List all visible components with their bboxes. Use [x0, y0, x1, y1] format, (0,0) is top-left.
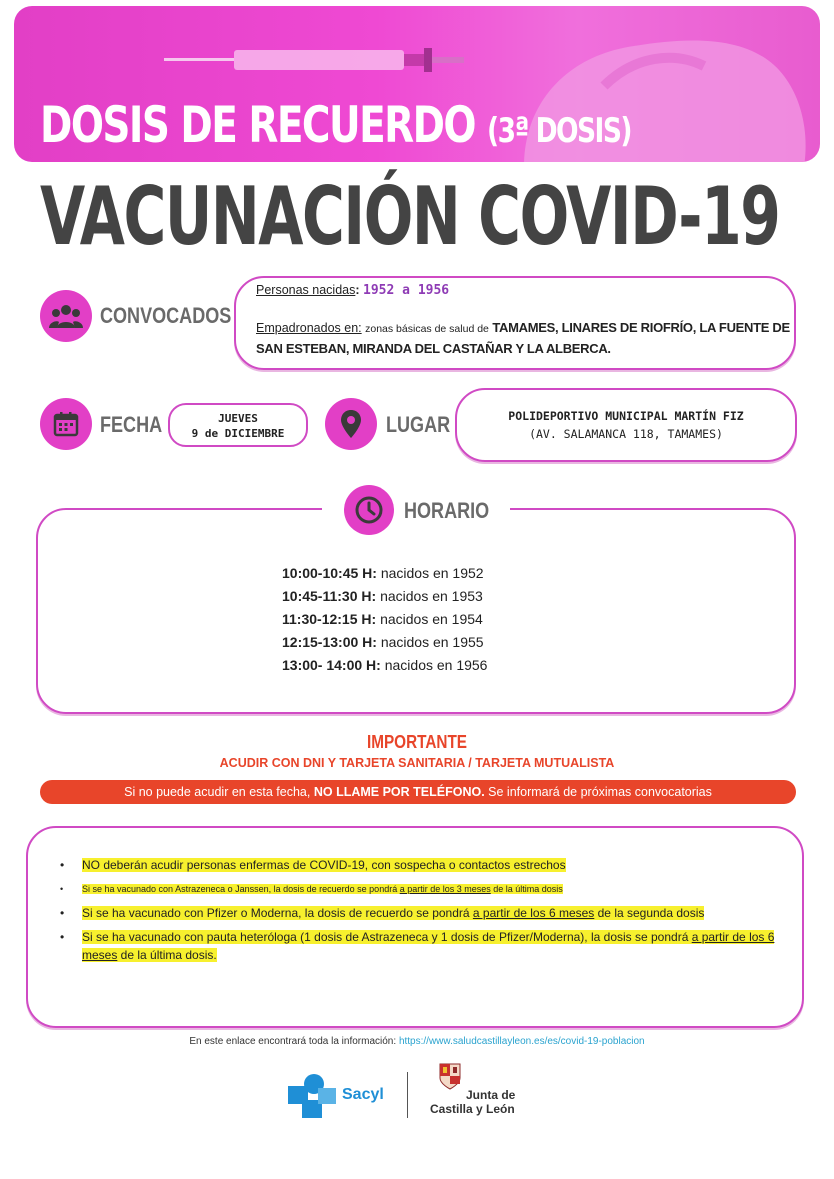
convocados-personas	[256, 280, 796, 301]
junta-line2: Castilla y León	[430, 1102, 515, 1116]
importante-subtitle: ACUDIR CON DNI Y TARJETA SANITARIA / TARJETA MUTUALISTA	[219, 756, 615, 770]
note-text: Si se ha vacunado con Pfizer o Moderna, la dosis de recuerdo se pondrá	[82, 906, 473, 920]
slot-text: nacidos en 1954	[380, 611, 483, 627]
bullet: •	[60, 930, 65, 944]
note-text: Si se ha vacunado con pauta heteróloga (1 dosis de Astrazeneca y 1 dosis de Pfizer/Moderna), la dosis se pondrá	[82, 930, 692, 944]
horario-list	[282, 562, 582, 677]
sacyl-logo	[288, 1070, 398, 1120]
note-text: Si se ha vacunado con Astrazeneca o Janssen, la dosis de recuerdo se pondrá	[82, 884, 400, 894]
bullet: •	[60, 858, 65, 872]
page-subtitle: VACUNACIÓN COVID-19	[40, 170, 780, 263]
slot-text: nacidos en 1956	[384, 657, 488, 673]
coat-of-arms-icon	[438, 1062, 462, 1090]
horario-slot	[282, 562, 582, 585]
alert-bar	[40, 780, 796, 804]
footer-info	[0, 1036, 834, 1047]
personas-label: Personas nacidas	[256, 283, 356, 297]
note-text: NO deberán acudir personas enfermas de COVID-19, con sospecha o contactos estrechos	[82, 858, 566, 872]
fecha-date: 9 de DICIEMBRE	[191, 427, 285, 440]
sacyl-label: Sacyl	[342, 1086, 384, 1103]
fecha-day: JUEVES	[218, 412, 258, 425]
slot-text: nacidos en 1953	[380, 588, 483, 604]
location-pin-icon	[325, 398, 377, 450]
logo-divider	[407, 1072, 408, 1118]
slot-time: 12:15-13:00 H:	[282, 634, 377, 650]
slot-text: nacidos en 1952	[380, 565, 484, 581]
note-text: de la segunda dosis	[594, 906, 705, 920]
bullet: •	[60, 884, 64, 894]
list-item	[60, 880, 795, 898]
calendar-icon	[40, 398, 92, 450]
list-item	[60, 928, 795, 964]
personas-sep: :	[355, 283, 360, 297]
empadronados-value: TAMAMES, LINARES DE RIOFRÍO, LA FUENTE DE SAN ESTEBAN, MIRANDA DEL CASTAÑAR Y LA ALBERCA.	[256, 320, 790, 356]
slot-time: 10:00-10:45 H:	[282, 565, 377, 581]
lugar-text	[455, 407, 797, 443]
alert-strong: NO LLAME POR TELÉFONO.	[313, 785, 485, 799]
clock-icon	[344, 485, 394, 535]
convocados-empadronados	[256, 318, 796, 359]
horario-slot	[282, 631, 582, 654]
slot-time: 13:00- 14:00 H:	[282, 657, 381, 673]
junta-line1: Junta de	[466, 1088, 516, 1102]
note-underline: a partir de los 6 meses	[82, 930, 775, 962]
fecha-label: FECHA	[100, 412, 163, 437]
junta-logo	[430, 1062, 550, 1122]
syringe-icon	[164, 46, 464, 74]
list-item	[60, 904, 795, 922]
note-underline: a partir de los 3 meses	[399, 884, 491, 894]
convocados-label: CONVOCADOS	[100, 303, 232, 328]
note-text: de la última dosis	[490, 884, 563, 894]
bullet: •	[60, 906, 65, 920]
footer-link[interactable]: https://www.saludcastillayleon.es/es/covid-19-poblacion	[398, 1036, 645, 1047]
empadronados-label: Empadronados en:	[256, 321, 362, 335]
alert-suffix: Se informará de próximas convocatorias	[488, 785, 712, 799]
importante-title: IMPORTANTE	[366, 732, 468, 752]
people-icon	[40, 290, 92, 342]
title-main: DOSIS DE RECUERDO	[40, 96, 476, 154]
footer-info-text: En este enlace encontrará toda la información:	[189, 1036, 397, 1047]
horario-slot	[282, 654, 582, 677]
sacyl-cross-icon	[288, 1070, 338, 1120]
slot-time: 10:45-11:30 H:	[282, 588, 377, 604]
page-title	[40, 96, 631, 154]
alert-prefix: Si no puede acudir en esta fecha,	[124, 785, 311, 799]
list-item	[60, 856, 795, 874]
lugar-address: (AV. SALAMANCA 118, TAMAMES)	[529, 427, 723, 441]
note-text: de la última dosis.	[117, 948, 217, 962]
fecha-pill	[168, 403, 308, 447]
personas-value: 1952 a 1956	[363, 283, 450, 298]
slot-text: nacidos en 1955	[380, 634, 484, 650]
slot-time: 11:30-12:15 H:	[282, 611, 377, 627]
lugar-label: LUGAR	[386, 412, 451, 437]
empadronados-prefix: zonas básicas de salud de	[365, 323, 489, 335]
lugar-name: POLIDEPORTIVO MUNICIPAL MARTÍN FIZ	[508, 409, 744, 423]
horario-slot	[282, 608, 582, 631]
title-dose: (3ª DOSIS)	[487, 111, 631, 151]
notes-list	[60, 856, 795, 970]
note-underline: a partir de los 6 meses	[472, 906, 595, 920]
horario-label: HORARIO	[404, 498, 490, 523]
horario-slot	[282, 585, 582, 608]
